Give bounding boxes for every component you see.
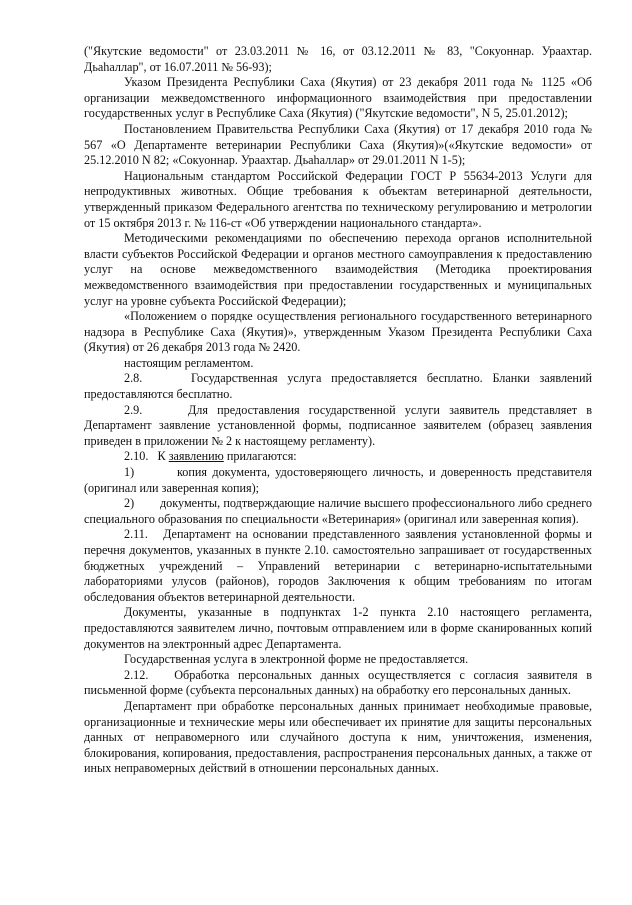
paragraph-documents-submission: Документы, указанные в подпунктах 1-2 пункта 2.10 настоящего регламента, предоставляются заявителем лично, почтовым отправлением или в форме сканированных копий документов на электронный адрес Департамента.: [84, 605, 592, 651]
paragraph-methodical-recommendations: Методическими рекомендациями по обеспечению перехода органов исполнительной власти субъектов Российской Федерации и органов местного самоуправления к предоставлению услуг на основе межведомственного взаимодействия (Методика проектирования межведомственного взаимодействия при предоставлении государственных и муниципальных услуг на уровне субъекта Российской Федерации);: [84, 231, 592, 308]
paragraph-this-regulation: настоящим регламентом.: [124, 355, 254, 370]
paragraph-2-12: 2.12. Обработка персональных данных осуществляется с согласия заявителя в письменной форме (субъекта персональных данных) на обработку его персональных данных.: [84, 667, 592, 698]
paragraph-government-resolution: Постановлением Правительства Республики Саха (Якутия) от 17 декабря 2010 года № 567 «О Департаменте ветеринарии Республики Саха (Якутия)»(«Якутские ведомости» от 25.12.2010 N 82; «Сокуоннар. Ураахтар. Дьаһаллар» от 29.01.2011 N 1-5);: [84, 121, 592, 168]
paragraph-2-10-suffix: прилагаются:: [223, 449, 297, 464]
paragraph-personal-data-protection: Департамент при обработке персональных данных принимает необходимые правовые, организационные и технические меры или обеспечивает их принятие для защиты персональных данных от неправомерного или случайного доступа к ним, уничтожения, изменения, блокирования, копирования, предоставления, распространения персональных данных, а также от иных неправомерных действий в отношении персональных данных.: [84, 698, 592, 776]
paragraph-national-standard: Национальным стандартом Российской Федерации ГОСТ Р 55634-2013 Услуги для непродуктивных животных. Общие требования к объектам ветеринарной деятельности, утвержденный приказом Федерального агентства по техническому регулированию и метрологии от 15 октября 2013 г. № 116-ст «Об утверждении национального стандарта».: [84, 168, 592, 230]
paragraph-2-10: [84, 449, 592, 465]
paragraph-gazette-continuation: ("Якутские ведомости" от 23.03.2011 № 16, от 03.12.2011 № 83, "Сокуоннар. Ураахтар. Дьаһаллар", от 16.07.2011 № 56-93);: [84, 44, 592, 74]
paragraph-electronic-form: Государственная услуга в электронной форме не предоставляется.: [124, 652, 469, 667]
paragraph-2-10-underlined-word: заявлению: [168, 449, 224, 464]
list-item-2: 2) документы, подтверждающие наличие высшего профессионального либо среднего специального образования по специальности «Ветеринария» (оригинал или заверенная копия).: [84, 496, 592, 526]
paragraph-2-8: 2.8. Государственная услуга предоставляется бесплатно. Бланки заявлений предоставляются бесплатно.: [84, 371, 592, 402]
paragraph-2-10-prefix: 2.10. К: [124, 449, 169, 464]
list-item-1: 1) копия документа, удостоверяющего личность, и доверенность представителя (оригинал или заверенная копия);: [84, 465, 592, 495]
paragraph-2-9: 2.9. Для предоставления государственной услуги заявитель представляет в Департамент заявление установленной формы, подписанное заявителем (образец заявления приведен в приложении № 2 к настоящему регламенту).: [84, 402, 592, 448]
paragraph-2-11: 2.11. Департамент на основании представленного заявления установленной формы и перечня документов, указанных в пункте 2.10. самостоятельно запрашивает от государственных бюджетных учреждений – Управлений ветеринарии с ветеринарно-испытательными лабораториями улусов (районов), городов Заключения к общим требованиям по итогам обследования объектов ветеринарной деятельности.: [84, 527, 592, 604]
paragraph-regulation-provision: «Положением о порядке осуществления регионального государственного ветеринарного надзора в Республике Саха (Якутия)», утвержденным Указом Президента Республики Саха (Якутия) от 26 декабря 2013 года № 2420.: [84, 309, 592, 355]
document-page: [84, 44, 592, 777]
paragraph-president-decree: Указом Президента Республики Саха (Якутия) от 23 декабря 2011 года № 1125 «Об организации межведомственного информационного взаимодействия при предоставлении государственных услуг в Республике Саха (Якутия) ("Якутские ведомости", N 5, 25.01.2012);: [84, 75, 592, 121]
